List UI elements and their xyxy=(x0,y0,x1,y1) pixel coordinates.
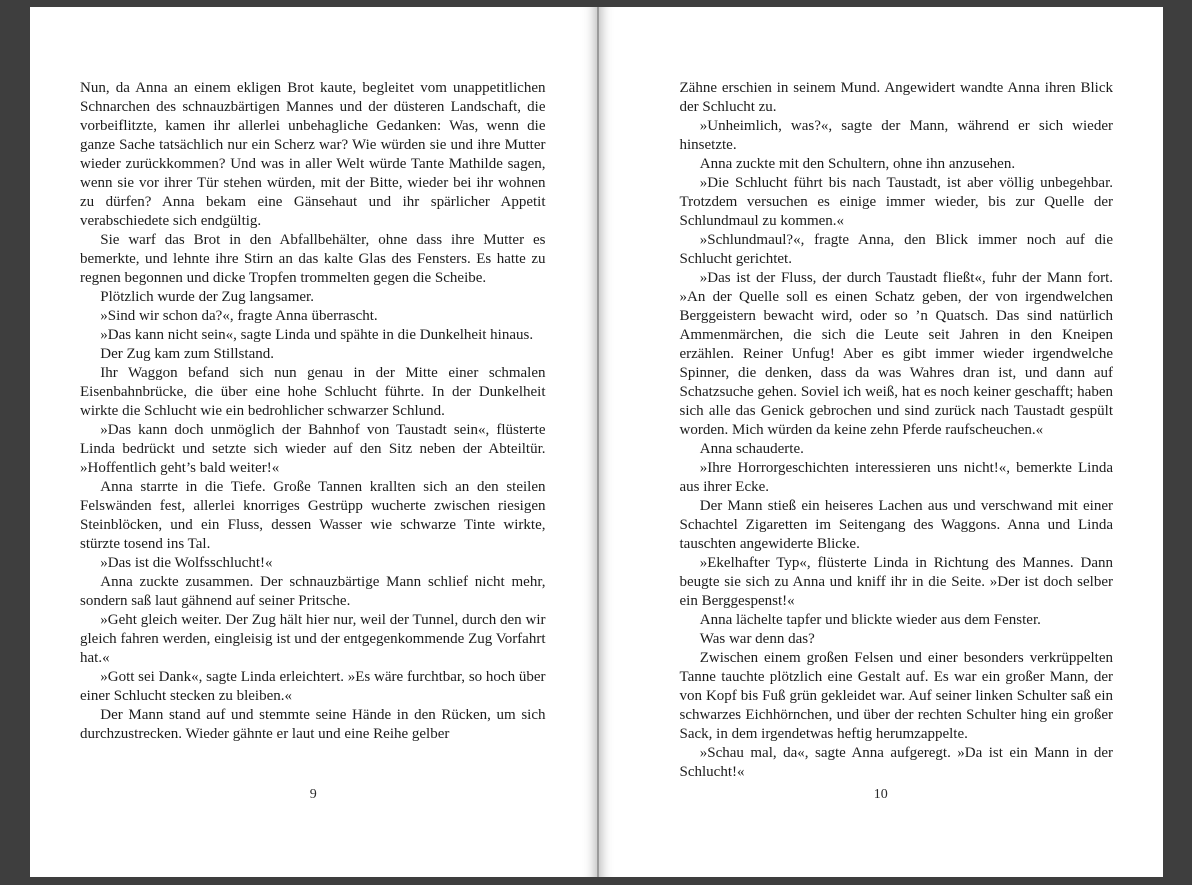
page-number-left: 9 xyxy=(309,787,317,802)
paragraph: Plötzlich wurde der Zug langsamer. xyxy=(100,289,314,305)
paragraph: Zwischen einem großen Felsen und einer besonders verkrüppelten Tanne tauchte plötzlich eine Gestalt auf. Es war ein großer Mann, der von Kopf bis Fuß grün gekleidet war. Auf seiner linken Schulter saß ein schwarzes Eichhörnchen, und über der rechten Schulter hing ein großer Sack, in dem irgendetwas heftig herumzappelte. xyxy=(679,650,1113,742)
paragraph: Der Zug kam zum Stillstand. xyxy=(100,346,274,362)
paragraph: Anna zuckte zusammen. Der schnauzbärtige Mann schlief nicht mehr, sondern saß laut gähnend auf seiner Pritsche. xyxy=(80,574,546,609)
paragraph: Nun, da Anna an einem ekligen Brot kaute, begleitet vom unappetitlichen Schnarchen des schnauzbärtigen Mannes und der düsteren Landschaft, die vorbeiflitzte, kamen ihr allerlei unbehagliche Gedanken: Was, wenn die ganze Sache tatsächlich nur ein Scherz war? Wie würden sie und ihre Mutter wieder zurückkommen? Und was in aller Welt würde Tante Mathilde sagen, wenn sie vor ihrer Tür stehen würden, mit der Bitte, wieder bei ihr wohnen zu dürfen? Anna bekam eine Gänsehaut und ihr spärlicher Appetit verabschiedete sich endgültig. xyxy=(80,80,546,229)
paragraph: Anna starrte in die Tiefe. Große Tannen krallten sich an den steilen Felswänden fest, allerlei knorriges Gestrüpp wucherte zwischen riesigen Steinblöcken, und ein Fluss, dessen Wasser wie schwarze Tinte wirkte, stürzte tosend ins Tal. xyxy=(80,479,546,552)
paragraph: »Das kann nicht sein«, sagte Linda und spähte in die Dunkelheit hinaus. xyxy=(100,327,534,343)
page-text-right xyxy=(680,79,1114,782)
paragraph: »Ekelhafter Typ«, flüsterte Linda in Richtung des Mannes. Dann beugte sie sich zu Anna und kniff ihr in die Seite. »Der ist doch selber ein Berggespenst!« xyxy=(679,555,1113,609)
paragraph: Zähne erschien in seinem Mund. Angewidert wandte Anna ihren Blick der Schlucht zu. xyxy=(679,80,1113,115)
page-number-right: 10 xyxy=(873,787,888,802)
paragraph: Was war denn das? xyxy=(699,631,815,647)
paragraph: Der Mann stieß ein heiseres Lachen aus und verschwand mit einer Schachtel Zigaretten im Seitengang des Waggons. Anna und Linda tauschten angewiderte Blicke. xyxy=(679,498,1113,552)
paragraph: Anna schauderte. xyxy=(699,441,804,457)
paragraph: Anna zuckte mit den Schultern, ohne ihn anzusehen. xyxy=(699,156,1016,172)
book-page-left xyxy=(30,7,597,877)
paragraph: »Schau mal, da«, sagte Anna aufgeregt. »Da ist ein Mann in der Schlucht!« xyxy=(679,745,1113,780)
book-page-right xyxy=(597,7,1164,877)
paragraph: Der Mann stand auf und stemmte seine Hände in den Rücken, um sich durchzustrecken. Wieder gähnte er laut und eine Reihe gelber xyxy=(80,707,546,742)
paragraph: »Das ist die Wolfsschlucht!« xyxy=(100,555,273,571)
paragraph: Ihr Waggon befand sich nun genau in der Mitte einer schmalen Eisenbahnbrücke, die über eine hohe Schlucht führte. In der Dunkelheit wirkte die Schlucht wie ein bedrohlicher schwarzer Schlund. xyxy=(80,365,546,419)
paragraph: Sie warf das Brot in den Abfallbehälter, ohne dass ihre Mutter es bemerkte, und lehnte ihre Stirn an das kalte Glas des Fensters. Es hatte zu regnen begonnen und dicke Tropfen trommelten gegen die Scheibe. xyxy=(80,232,546,286)
page-text-left xyxy=(80,79,546,744)
paragraph: »Sind wir schon da?«, fragte Anna überrascht. xyxy=(100,308,378,324)
paragraph: »Unheimlich, was?«, sagte der Mann, während er sich wieder hinsetzte. xyxy=(679,118,1113,153)
paragraph: »Das ist der Fluss, der durch Taustadt fließt«, fuhr der Mann fort. »An der Quelle soll es einen Schatz geben, der von irgendwelchen Berggeistern bewacht wird, oder so ’n Quatsch. Das sind natürlich Ammenmärchen, die sich die Leute seit Jahren in den Kneipen erzählen. Reiner Unfug! Aber es gibt immer wieder irgendwelche Spinner, die denken, dass da was Wahres dran ist, und dann auf Schatzsuche gehen. Soviel ich weiß, hat es noch keiner geschafft; haben sich alle das Genick gebrochen und sind zurück nach Taustadt gespült worden. Mich würden da keine zehn Pferde raufscheuchen.« xyxy=(679,270,1113,438)
two-page-spread xyxy=(30,7,1163,877)
paragraph: »Schlundmaul?«, fragte Anna, den Blick immer noch auf die Schlucht gerichtet. xyxy=(679,232,1113,267)
paragraph: »Die Schlucht führt bis nach Taustadt, ist aber völlig unbegehbar. Trotzdem versuchen es einige immer wieder, bis zur Quelle der Schlundmaul zu kommen.« xyxy=(679,175,1113,229)
paragraph: »Gott sei Dank«, sagte Linda erleichtert. »Es wäre furchtbar, so hoch über einer Schlucht stecken zu bleiben.« xyxy=(80,669,546,704)
paragraph: »Das kann doch unmöglich der Bahnhof von Taustadt sein«, flüsterte Linda bedrückt und setzte sich wieder auf den Sitz neben der Abteiltür. »Hoffentlich geht’s bald weiter!« xyxy=(80,422,546,476)
paragraph: »Ihre Horrorgeschichten interessieren uns nicht!«, bemerkte Linda aus ihrer Ecke. xyxy=(679,460,1113,495)
paragraph: »Geht gleich weiter. Der Zug hält hier nur, weil der Tunnel, durch den wir gleich fahren werden, eingleisig ist und der entgegenkommende Zug Vorfahrt hat.« xyxy=(80,612,546,666)
paragraph: Anna lächelte tapfer und blickte wieder aus dem Fenster. xyxy=(699,612,1041,628)
